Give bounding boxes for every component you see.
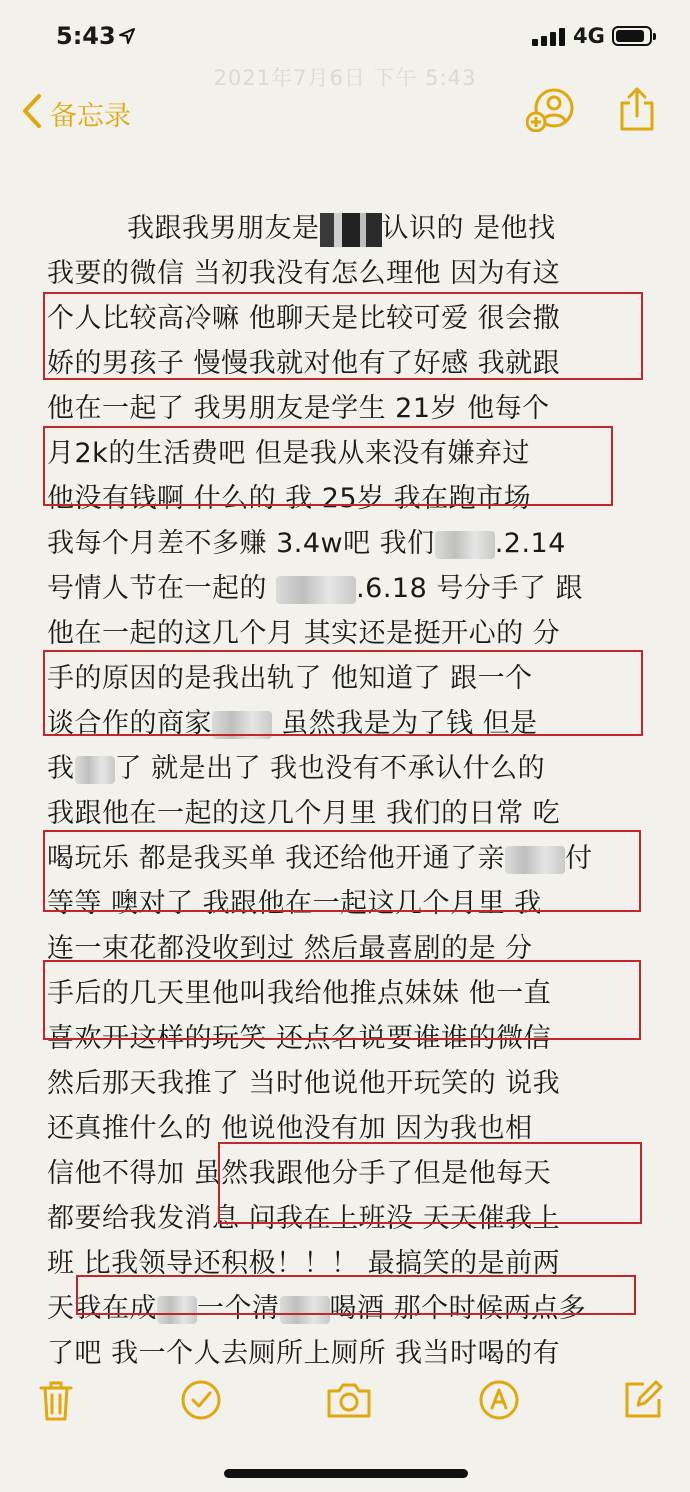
note-text: 谈合作的商家 — [47, 708, 212, 739]
note-text: 手的原因的是我出轨了 他知道了 跟一个 — [47, 663, 533, 694]
bottom-toolbar — [0, 1372, 690, 1432]
note-date: 2021年7月6日 下午 5:43 — [213, 66, 477, 90]
note-line — [47, 1061, 560, 1106]
note-text: .2.14 — [494, 528, 566, 559]
checklist-icon[interactable] — [180, 1379, 222, 1421]
note-text: 月2k的生活费吧 但是我从来没有嫌弃过 — [47, 438, 530, 469]
note-text: 我跟他在一起的这几个月里 我们的日常 吃 — [47, 798, 561, 829]
note-text: 我跟我男朋友是 — [127, 213, 320, 244]
note-text: 然后那天我推了 当时他说他开玩笑的 说我 — [47, 1068, 561, 1099]
chevron-left-icon[interactable] — [20, 93, 44, 129]
note-text: 喝酒 那个时候两点多 — [329, 1293, 587, 1324]
camera-icon[interactable] — [326, 1381, 372, 1419]
note-text: 他没有钱啊 什么的 我 25岁 我在跑市场 — [47, 483, 532, 514]
share-icon[interactable] — [616, 86, 658, 132]
note-line — [47, 1331, 560, 1376]
signal-icon — [532, 28, 566, 46]
note-text: 我每个月差不多赚 3.4w吧 我们 — [47, 528, 435, 559]
note-line — [127, 206, 556, 251]
add-people-icon[interactable] — [526, 88, 574, 132]
note-text: 喜欢开这样的玩笑 还点名说要谁谁的微信 — [47, 1023, 552, 1054]
note-text: 认识的 是他找 — [381, 213, 556, 244]
note-text: 喝玩乐 都是我买单 我还给他开通了亲 — [47, 843, 506, 874]
note-line — [47, 521, 566, 566]
note-text: 付 — [565, 843, 593, 874]
note-text: 我要的微信 当初我没有怎么理他 因为有这 — [47, 258, 561, 289]
note-text: 个人比较高冷嘛 他聊天是比较可爱 很会撒 — [47, 303, 561, 334]
note-line — [47, 386, 550, 431]
trash-icon[interactable] — [38, 1380, 74, 1422]
note-text: 手后的几天里他叫我给他推点妹妹 他一直 — [47, 978, 552, 1009]
note-line — [47, 746, 545, 791]
note-text: 他在一起的这几个月 其实还是挺开心的 分 — [47, 618, 561, 649]
battery-icon — [612, 26, 652, 46]
highlight-box — [218, 1142, 642, 1224]
note-text: 我 — [47, 753, 75, 784]
home-indicator — [224, 1469, 468, 1478]
note-text: 还真推什么的 他说他没有加 因为我也相 — [47, 1113, 533, 1144]
network-type: 4G — [573, 24, 605, 48]
note-text: 连一束花都没收到过 然后最喜剧的是 分 — [47, 933, 533, 964]
note-text: 了 就是出了 我也没有不承认什么的 — [114, 753, 546, 784]
note-text: 都要给我发消息 问我在上班没 天天催我上 — [47, 1203, 561, 1234]
note-text: 班 比我领导还积极！！！ 最搞笑的是前两 — [47, 1248, 561, 1279]
redacted-area — [75, 756, 115, 784]
highlight-box — [43, 960, 641, 1040]
note-text: 号情人节在一起的 — [47, 573, 277, 604]
note-text: 天我在成 — [47, 1293, 157, 1324]
redacted-area — [435, 531, 495, 559]
note-text: 虽然我是为了钱 但是 — [272, 708, 538, 739]
markup-icon[interactable] — [478, 1379, 520, 1421]
status-time: 5:43 — [56, 22, 116, 50]
redacted-area — [276, 576, 356, 604]
note-text: 他在一起了 我男朋友是学生 21岁 他每个 — [47, 393, 550, 424]
highlight-box — [43, 830, 641, 912]
location-arrow-icon — [118, 27, 136, 45]
compose-icon[interactable] — [622, 1379, 664, 1421]
note-line — [47, 251, 560, 296]
highlight-box — [43, 426, 613, 506]
highlight-box — [76, 1275, 636, 1315]
note-text: 一个清 — [197, 1293, 280, 1324]
back-button[interactable]: 备忘录 — [50, 101, 131, 132]
redacted-area — [320, 213, 382, 247]
note-text: 了吧 我一个人去厕所上厕所 我当时喝的有 — [47, 1338, 561, 1369]
note-text: 等等 噢对了 我跟他在一起这几个月里 我 — [47, 888, 542, 919]
highlight-box — [43, 292, 643, 380]
note-text: 娇的男孩子 慢慢我就对他有了好感 我就跟 — [47, 348, 561, 379]
note-text: 信他不得加 虽然我跟他分手了但是他每天 — [47, 1158, 552, 1189]
highlight-box — [43, 650, 643, 736]
note-text: .6.18 号分手了 跟 — [356, 573, 583, 604]
note-line — [47, 566, 583, 611]
